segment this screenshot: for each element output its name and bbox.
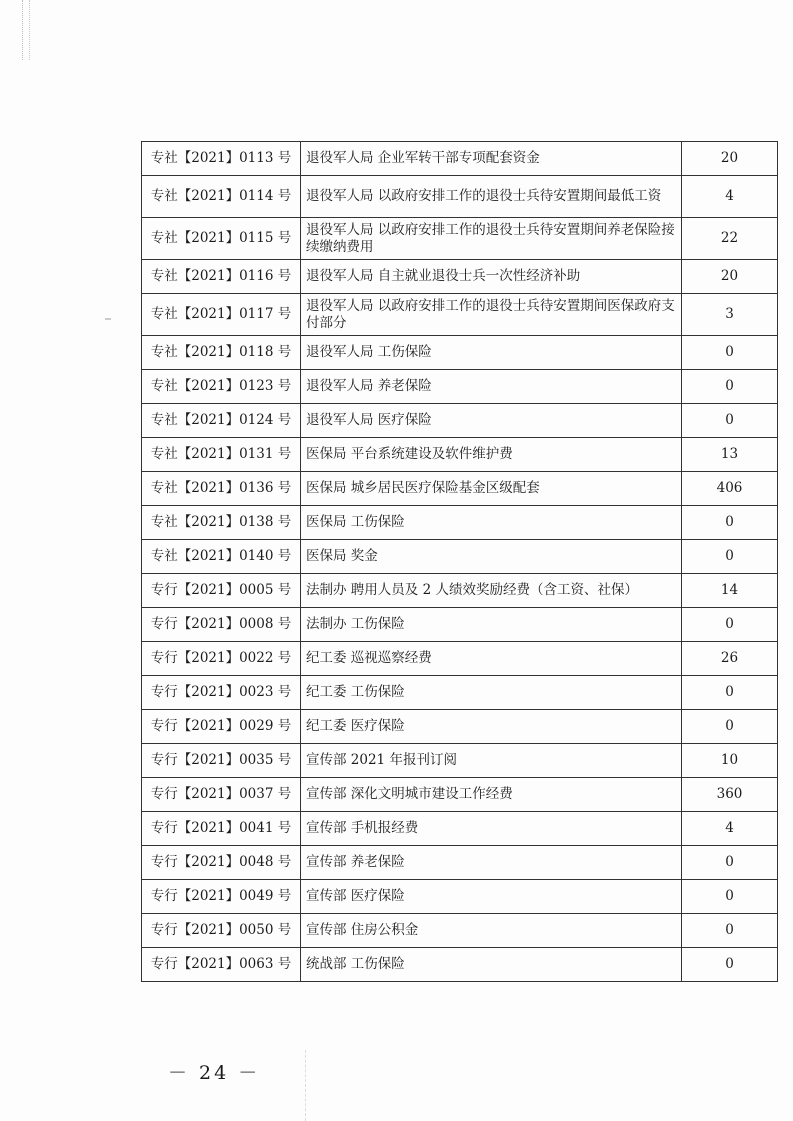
doc-number-cell: 专行【2021】0049 号 [142, 880, 301, 914]
table-row [142, 608, 778, 642]
amount-cell: 20 [682, 142, 778, 176]
doc-number-cell: 专社【2021】0115 号 [142, 218, 301, 260]
budget-table [141, 141, 778, 982]
description-cell: 医保局 城乡居民医疗保险基金区级配套 [301, 472, 682, 506]
doc-number-cell: 专社【2021】0140 号 [142, 540, 301, 574]
table-row [142, 710, 778, 744]
description-cell: 退役军人局 工伤保险 [301, 336, 682, 370]
description-cell: 退役军人局 养老保险 [301, 370, 682, 404]
description-cell: 法制办 聘用人员及 2 人绩效奖励经费（含工资、社保） [301, 574, 682, 608]
doc-number-cell: 专行【2021】0063 号 [142, 948, 301, 982]
amount-cell: 14 [682, 574, 778, 608]
table-row [142, 574, 778, 608]
doc-number-cell: 专社【2021】0114 号 [142, 176, 301, 218]
doc-number-cell: 专社【2021】0138 号 [142, 506, 301, 540]
amount-cell: 0 [682, 846, 778, 880]
budget-table-body [142, 142, 778, 982]
doc-number-cell: 专社【2021】0123 号 [142, 370, 301, 404]
description-cell: 医保局 工伤保险 [301, 506, 682, 540]
table-row [142, 948, 778, 982]
description-cell: 退役军人局 以政府安排工作的退役士兵待安置期间最低工资 [301, 176, 682, 218]
doc-number-cell: 专行【2021】0050 号 [142, 914, 301, 948]
amount-cell: 0 [682, 948, 778, 982]
doc-number-cell: 专行【2021】0029 号 [142, 710, 301, 744]
description-cell: 宣传部 住房公积金 [301, 914, 682, 948]
table-row [142, 880, 778, 914]
amount-cell: 0 [682, 506, 778, 540]
table-row [142, 260, 778, 294]
doc-number-cell: 专社【2021】0131 号 [142, 438, 301, 472]
amount-cell: 0 [682, 540, 778, 574]
description-cell: 纪工委 工伤保险 [301, 676, 682, 710]
table-row [142, 218, 778, 260]
doc-number-cell: 专行【2021】0035 号 [142, 744, 301, 778]
table-row [142, 676, 778, 710]
description-cell: 纪工委 巡视巡察经费 [301, 642, 682, 676]
doc-number-cell: 专行【2021】0008 号 [142, 608, 301, 642]
table-row [142, 778, 778, 812]
description-cell: 统战部 工伤保险 [301, 948, 682, 982]
description-cell: 宣传部 医疗保险 [301, 880, 682, 914]
scan-artifact-bottom [305, 1050, 307, 1121]
amount-cell: 26 [682, 642, 778, 676]
description-cell: 医保局 平台系统建设及软件维护费 [301, 438, 682, 472]
description-cell: 纪工委 医疗保险 [301, 710, 682, 744]
table-row [142, 294, 778, 336]
description-cell: 宣传部 2021 年报刊订阅 [301, 744, 682, 778]
doc-number-cell: 专社【2021】0118 号 [142, 336, 301, 370]
table-row [142, 176, 778, 218]
description-cell: 退役军人局 自主就业退役士兵一次性经济补助 [301, 260, 682, 294]
amount-cell: 20 [682, 260, 778, 294]
table-row [142, 142, 778, 176]
amount-cell: 0 [682, 370, 778, 404]
amount-cell: 0 [682, 608, 778, 642]
doc-number-cell: 专行【2021】0048 号 [142, 846, 301, 880]
table-row [142, 812, 778, 846]
description-cell: 退役军人局 企业军转干部专项配套资金 [301, 142, 682, 176]
doc-number-cell: 专社【2021】0113 号 [142, 142, 301, 176]
doc-number-cell: 专社【2021】0116 号 [142, 260, 301, 294]
amount-cell: 0 [682, 336, 778, 370]
table-row [142, 438, 778, 472]
description-cell: 宣传部 养老保险 [301, 846, 682, 880]
table-row [142, 506, 778, 540]
amount-cell: 13 [682, 438, 778, 472]
table-row [142, 914, 778, 948]
description-cell: 法制办 工伤保险 [301, 608, 682, 642]
description-cell: 医保局 奖金 [301, 540, 682, 574]
description-cell: 退役军人局 以政府安排工作的退役士兵待安置期间医保政府支付部分 [301, 294, 682, 336]
description-cell: 宣传部 手机报经费 [301, 812, 682, 846]
description-cell: 宣传部 深化文明城市建设工作经费 [301, 778, 682, 812]
table-row [142, 336, 778, 370]
doc-number-cell: 专行【2021】0022 号 [142, 642, 301, 676]
doc-number-cell: 专行【2021】0037 号 [142, 778, 301, 812]
page-number: － 24 － [168, 1062, 261, 1084]
amount-cell: 4 [682, 176, 778, 218]
amount-cell: 4 [682, 812, 778, 846]
doc-number-cell: 专社【2021】0124 号 [142, 404, 301, 438]
table-row [142, 540, 778, 574]
doc-number-cell: 专行【2021】0005 号 [142, 574, 301, 608]
table-row [142, 472, 778, 506]
doc-number-cell: 专社【2021】0117 号 [142, 294, 301, 336]
description-cell: 退役军人局 以政府安排工作的退役士兵待安置期间养老保险接续缴纳费用 [301, 218, 682, 260]
table-row [142, 404, 778, 438]
amount-cell: 360 [682, 778, 778, 812]
amount-cell: 22 [682, 218, 778, 260]
table-row [142, 744, 778, 778]
amount-cell: 0 [682, 676, 778, 710]
doc-number-cell: 专行【2021】0041 号 [142, 812, 301, 846]
amount-cell: 3 [682, 294, 778, 336]
amount-cell: 406 [682, 472, 778, 506]
amount-cell: 0 [682, 404, 778, 438]
amount-cell: 0 [682, 880, 778, 914]
table-row [142, 642, 778, 676]
scan-artifact-top [22, 0, 30, 60]
amount-cell: 10 [682, 744, 778, 778]
table-row [142, 370, 778, 404]
amount-cell: 0 [682, 914, 778, 948]
doc-number-cell: 专社【2021】0136 号 [142, 472, 301, 506]
doc-number-cell: 专行【2021】0023 号 [142, 676, 301, 710]
scan-artifact-mid [105, 318, 111, 320]
table-row [142, 846, 778, 880]
description-cell: 退役军人局 医疗保险 [301, 404, 682, 438]
amount-cell: 0 [682, 710, 778, 744]
